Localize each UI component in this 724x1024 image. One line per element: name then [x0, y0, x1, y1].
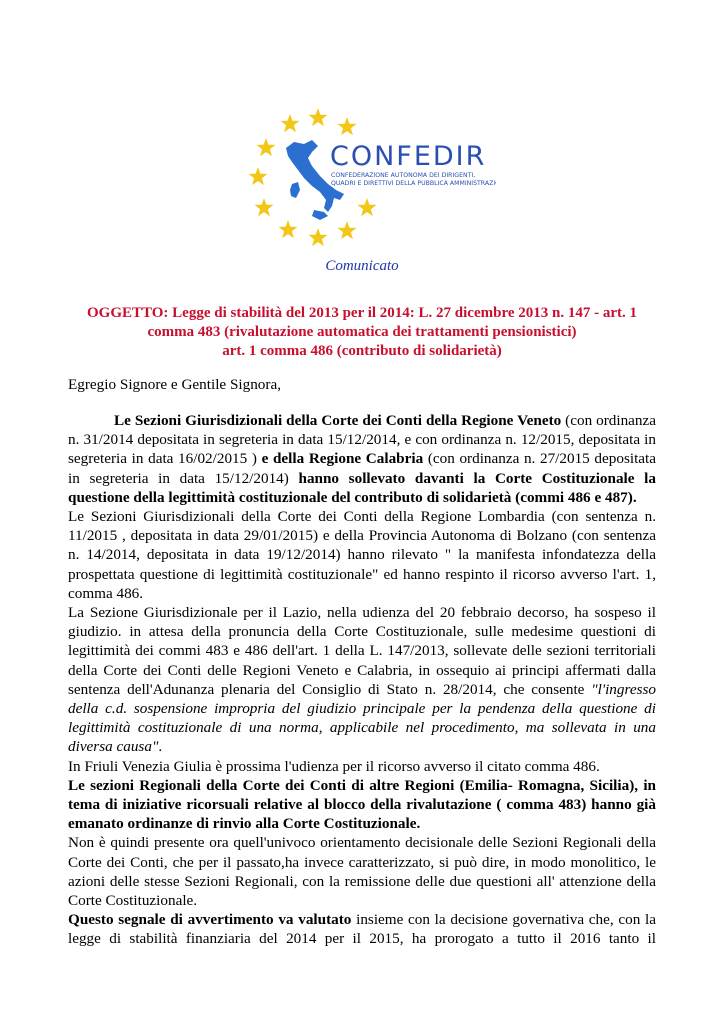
confedir-logo: [246, 104, 496, 252]
paragraph-veneto: [68, 411, 656, 507]
paragraph-warning: [68, 910, 656, 948]
letter-body: [68, 411, 656, 949]
salutation: Egregio Signore e Gentile Signora,: [68, 376, 281, 393]
logo-subtitle-1: CONFEDERAZIONE AUTONOMA DEI DIRIGENTI,: [331, 172, 476, 179]
logo-subtitle-2: QUADRI E DIRETTIVI DELLA PUBBLICA AMMINISTRAZIONE: [331, 180, 496, 187]
subject-line-2: comma 483 (rivalutazione automatica dei trattamenti pensionistici): [147, 324, 577, 340]
lazio-text: La Sezione Giurisdizionale per il Lazio, nella udienza del 20 febbraio decorso, ha sospeso il giudizio. in attesa della pronuncia della Corte Costituzionale, sulle medesime questioni di legittimità dei commi 483 e 486 dell'art. 1 della L. 147/2013, sollevate delle sezioni territoriali della Corte dei Conti delle Regioni Veneto e Calabria, in ossequio ai principi affermati dalla sentenza dell'Adunanza plenaria del Consiglio di Stato n. 28/2014, che consente: [68, 604, 656, 698]
constitutional-question: hanno sollevato davanti la Corte Costituzionale la questione della legittimità costituzionale del contributo di solidarietà (commi 486 e 487).: [68, 469, 656, 506]
subject-line-1: OGGETTO: Legge di stabilità del 2013 per il 2014: L. 27 dicembre 2013 n. 147 - art. 1: [87, 305, 637, 321]
veneto-courts: Le Sezioni Giurisdizionali della Corte dei Conti della Regione Veneto: [114, 412, 562, 429]
comunicato-label: Comunicato: [325, 258, 399, 274]
paragraph-friuli: In Friuli Venezia Giulia è prossima l'udienza per il ricorso avverso il citato comma 486.: [68, 757, 600, 775]
paragraph-other-regions: Le sezioni Regionali della Corte dei Conti di altre Regioni (Emilia- Romagna, Sicilia), in tema di iniziative ricorsuali relative al blocco della rivalutazione ( comma 483) hanno già emanato ordinanze di rinvio alla Corte Costituzionale.: [68, 776, 656, 833]
paragraph-lombardia: Le Sezioni Giurisdizionali della Corte dei Conti della Regione Lombardia (con sentenza n. 11/2015 , depositata in data 29/01/2015) e della Provincia Autonoma di Bolzano (con sentenza n. 14/2014, depositata in data 19/12/2014) hanno rilevato " la manifesta infondatezza della prospettata questione di legittimità costituzionale" ed hanno respinto il ricorso avverso l'art. 1, comma 486.: [68, 508, 656, 602]
paragraph-orientation: Non è quindi presente ora quell'univoco orientamento decisionale delle Sezioni Regionali della Corte dei Conti, che per il passato,ha invece caratterizzato, si può dire, in modo monolitico, le azioni delle stesse Sezioni Regionali, con la remissione delle due questioni all' attenzione della Corte Costituzionale.: [68, 834, 656, 910]
paragraph-lazio: [68, 603, 656, 757]
calabria-region: e della Regione Calabria: [261, 450, 424, 468]
logo-name: CONFEDIR: [330, 141, 487, 172]
warning-text: insieme con la decisione governativa che, con la legge di stabilità finanziaria del 2014 per il 2015, ha prorogato a tutto il 2016 tanto il: [68, 911, 656, 948]
logo-graphic: [246, 104, 496, 252]
calabria-details: (con ordinanza n. 27/2015 depositata in segreteria in data 15/12/2014): [68, 450, 656, 487]
veneto-details: (con ordinanza n. 31/2014 depositata in segreteria in data 15/12/2014, e con ordinanza n. 12/2015, depositata in segreteria in data 16/02/2015 ): [68, 412, 656, 468]
subject-line-3: art. 1 comma 486 (contributo di solidarietà): [222, 343, 502, 359]
subject-heading: [60, 304, 664, 361]
lazio-end: .: [158, 738, 163, 756]
lazio-quote: "l'ingresso della c.d. sospensione impropria del giudizio principale per la pendenza della questione di legittimità costituzionale di una norma, applicabile nel procedimento, ma sollevata in una diversa causa": [68, 680, 656, 756]
warning-signal: Questo segnale di avvertimento va valutato: [68, 911, 352, 929]
